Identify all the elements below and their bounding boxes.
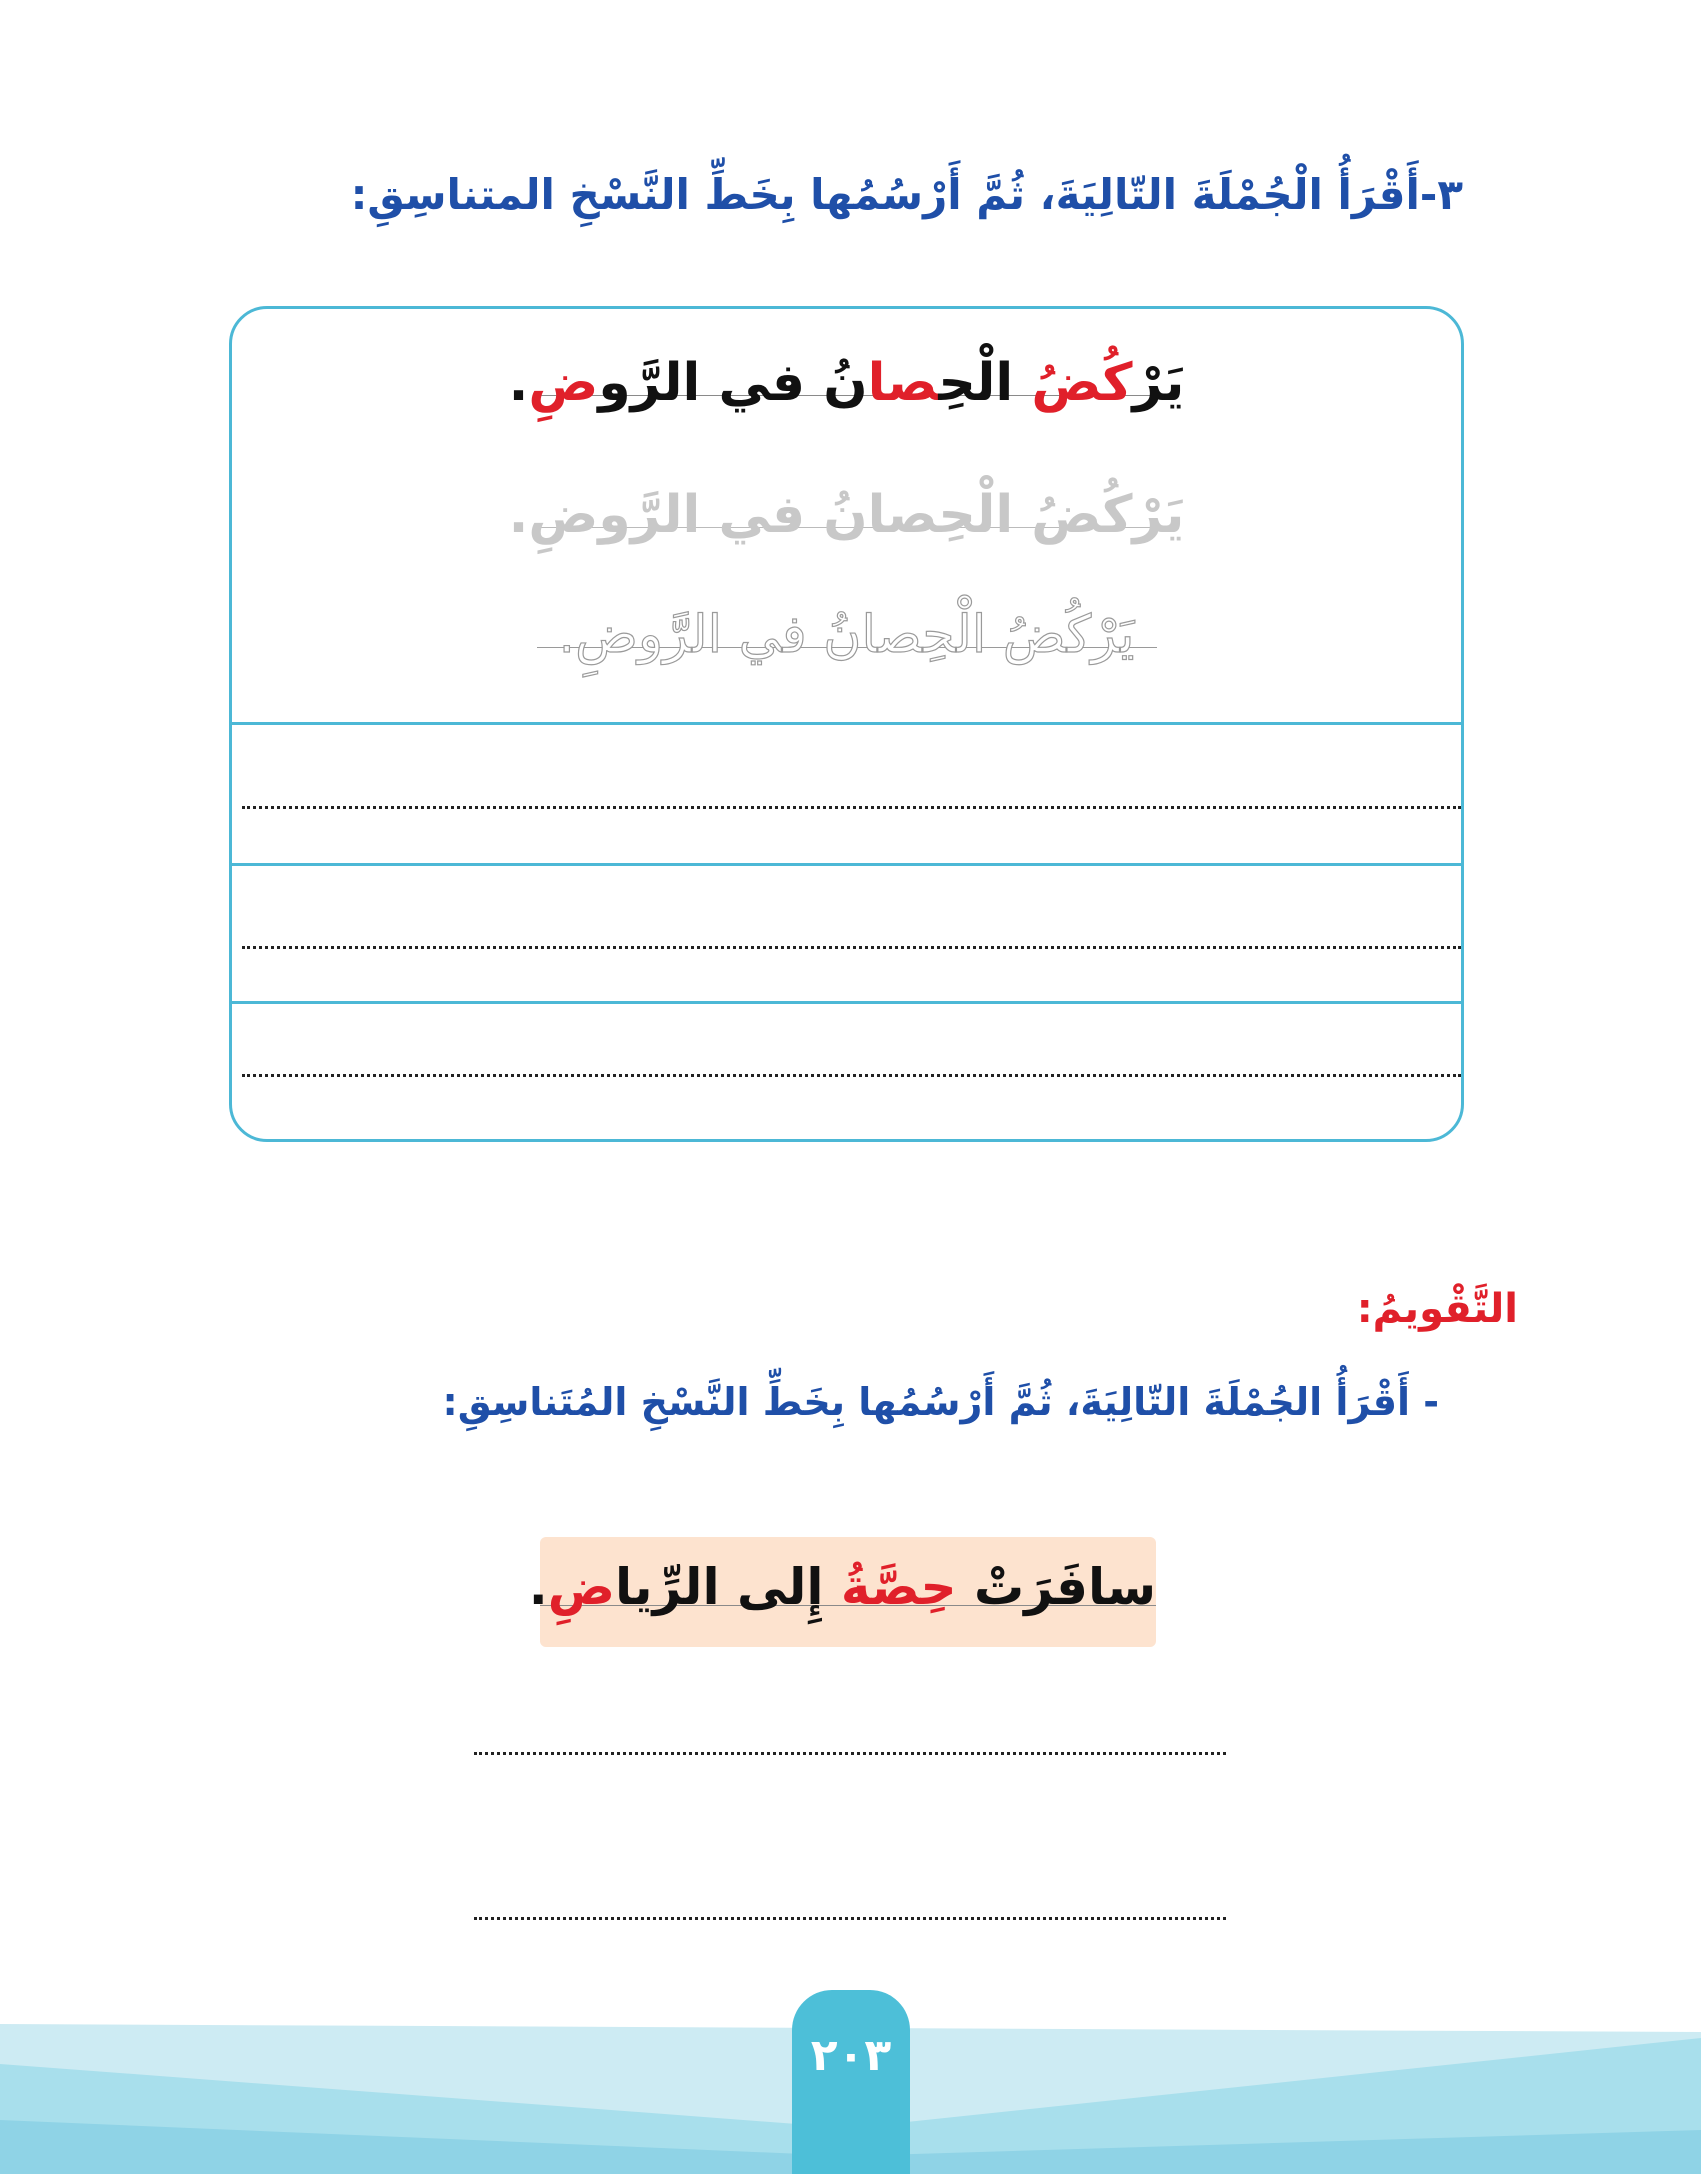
evaluation-sentence — [528, 1558, 1156, 1616]
row-divider — [232, 722, 1461, 725]
sentence-part: إِلى الرِّيا — [615, 1558, 841, 1616]
model-part: نُ في الرَّو — [598, 353, 868, 413]
model-part-red: ضِ — [528, 353, 599, 413]
model-part-red: صا — [867, 353, 939, 413]
model-sentence — [232, 353, 1461, 413]
page-number: ٢٠٣ — [810, 2030, 892, 2081]
row-divider — [232, 1001, 1461, 1004]
answer-line-2[interactable] — [474, 1917, 1226, 1920]
traced-sentence: يَرْكُضُ الْحِصانُ في الرَّوضِ. — [558, 605, 1135, 665]
sentence-part: . — [528, 1558, 548, 1616]
writing-practice-box — [229, 306, 1464, 1142]
sentence-part-red: ضِ — [547, 1558, 616, 1616]
row-divider — [232, 863, 1461, 866]
writing-line-2[interactable] — [242, 946, 1461, 949]
writing-line-1[interactable] — [242, 806, 1461, 809]
exercise-number: ٣- — [1419, 170, 1463, 219]
model-part: . — [508, 353, 529, 413]
answer-line-1[interactable] — [474, 1752, 1226, 1755]
model-part: يَرْ — [1132, 353, 1185, 413]
model-part-red: كُضُ — [1031, 353, 1133, 413]
model-part: الْحِ — [938, 353, 1032, 413]
writing-line-3[interactable] — [242, 1074, 1461, 1077]
exercise-instruction: أَقْرَأُ الْجُمْلَةَ التّالِيَةَ، ثُمَّ أَرْسُمُها بِخَطِّ النَّسْخِ المتناسِقِ: — [350, 170, 1420, 219]
evaluation-title: التَّقْويمُ: — [1356, 1286, 1518, 1332]
gray-sentence: يَرْكُضُ الْحِصانُ في الرَّوضِ. — [508, 485, 1185, 545]
exercise-3-heading — [351, 170, 1463, 219]
sentence-part: سافَرَتْ — [956, 1558, 1156, 1616]
evaluation-instruction: - أَقْرَأُ الجُمْلَةَ التّالِيَةَ، ثُمَّ أَرْسُمُها بِخَطِّ النَّسْخِ المُتَناسِقِ: — [442, 1380, 1439, 1424]
page-number-tab — [792, 1990, 910, 2174]
sentence-part-red: حِصَّةُ — [840, 1558, 957, 1616]
